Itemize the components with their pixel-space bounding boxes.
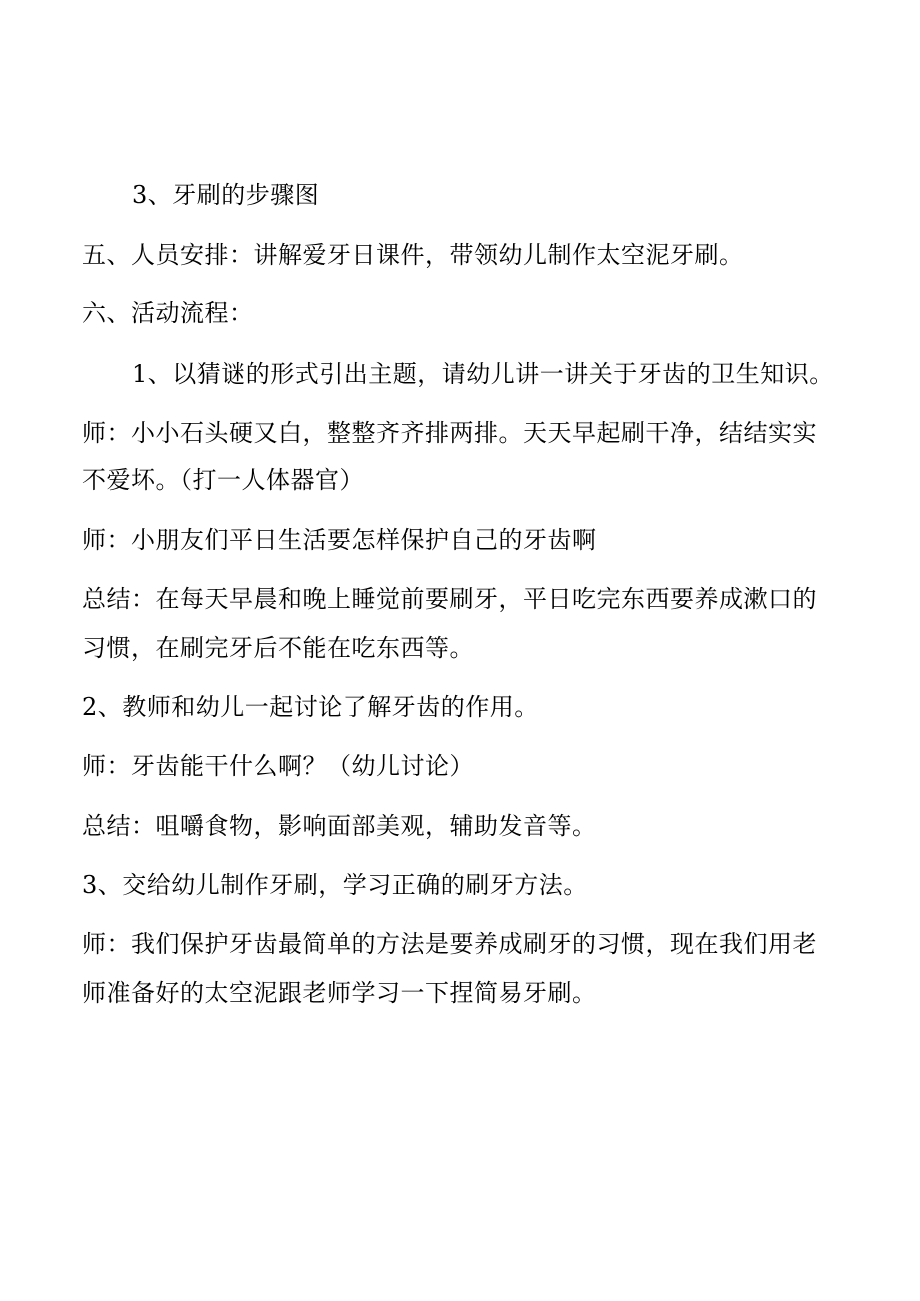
summary-1-line-1: 总结：在每天早晨和晚上睡觉前要刷牙，平日吃完东西要养成漱口的 [82, 585, 817, 613]
teacher-instruction-line-2: 师准备好的太空泥跟老师学习一下捏简易牙刷。 [82, 979, 597, 1007]
materials-item-3: 3、牙刷的步骤图 [132, 181, 320, 209]
teacher-instruction-line-1: 师：我们保护牙齿最简单的方法是要养成刷牙的习惯，现在我们用老 [82, 930, 817, 958]
teacher-riddle-line-1: 师：小小石头硬又白，整整齐齐排两排。天天早起刷干净，结结实实 [82, 419, 817, 447]
process-heading: 六、活动流程： [82, 299, 254, 327]
summary-1-line-2: 习惯，在刷完牙后不能在吃东西等。 [82, 634, 474, 662]
staffing-heading: 五、人员安排：讲解爱牙日课件，带领幼儿制作太空泥牙刷。 [82, 241, 744, 269]
teacher-question-2: 师：牙齿能干什么啊？（幼儿讨论） [82, 752, 474, 780]
step-3: 3、交给幼儿制作牙刷，学习正确的刷牙方法。 [82, 871, 588, 899]
teacher-riddle-line-2: 不爱坏。（打一人体器官） [82, 466, 364, 494]
teacher-question-1: 师：小朋友们平日生活要怎样保护自己的牙齿啊 [82, 526, 597, 554]
step-2: 2、教师和幼儿一起讨论了解牙齿的作用。 [82, 693, 539, 721]
step-1: 1、以猜谜的形式引出主题，请幼儿讲一讲关于牙齿的卫生知识。 [132, 360, 834, 388]
summary-2: 总结：咀嚼食物，影响面部美观，辅助发音等。 [82, 812, 597, 840]
